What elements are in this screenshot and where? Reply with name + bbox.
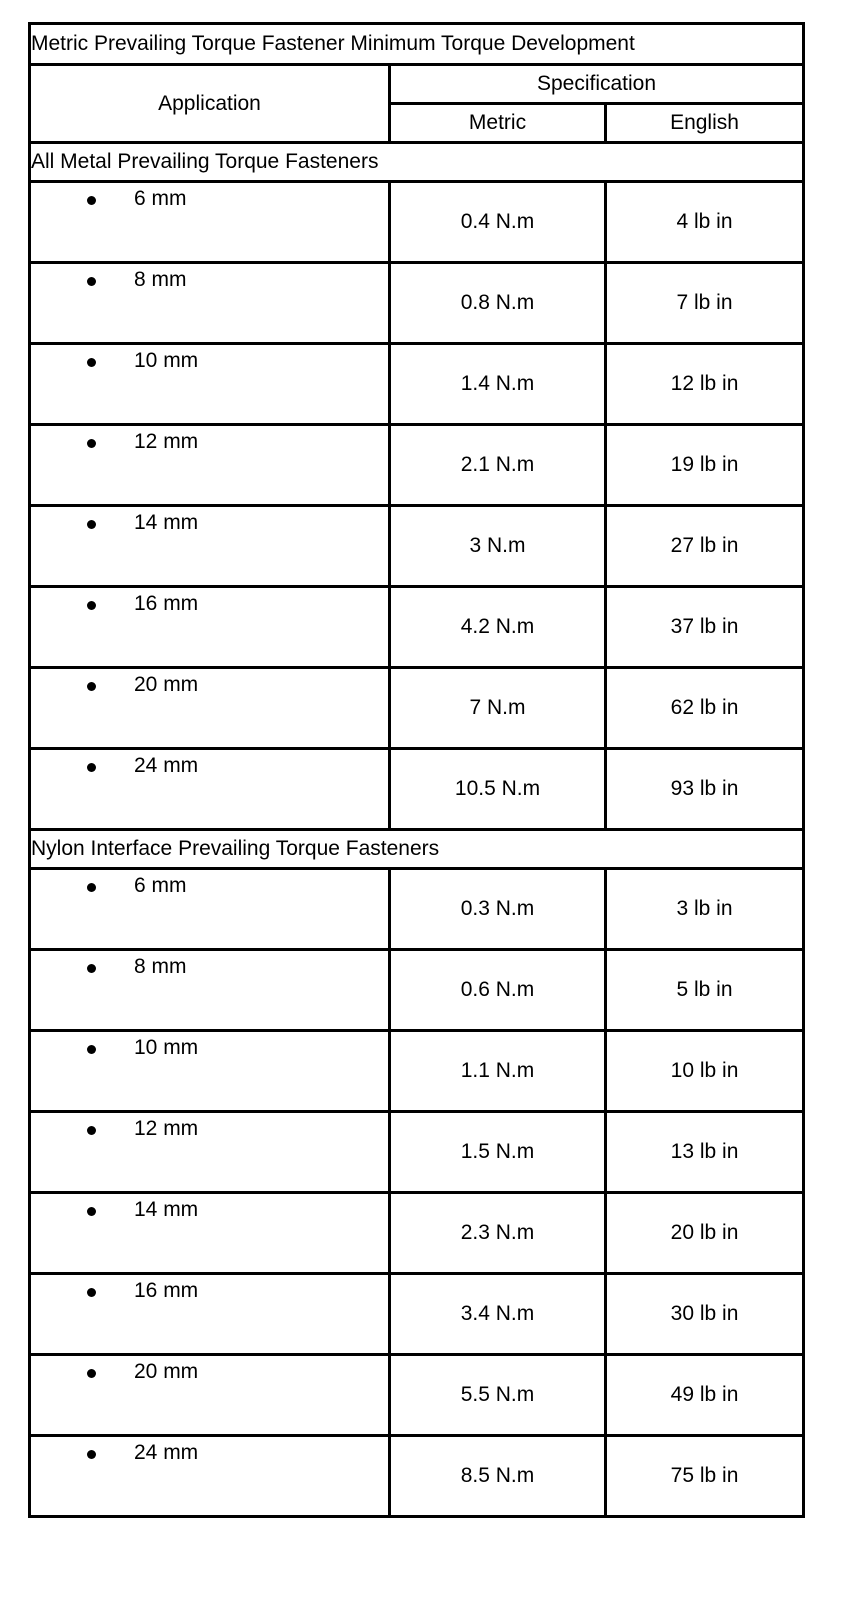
size-text: 14 mm [134, 1198, 199, 1221]
size-text: 12 mm [134, 430, 199, 453]
metric-value: 0.4 N.m [390, 182, 606, 263]
english-value: 30 lb in [606, 1274, 804, 1355]
english-value: 12 lb in [606, 344, 804, 425]
metric-header: Metric [390, 104, 606, 143]
size-text: 8 mm [134, 268, 187, 291]
english-value: 19 lb in [606, 425, 804, 506]
bullet-icon [87, 601, 96, 610]
size-cell [30, 749, 390, 830]
english-value: 37 lb in [606, 587, 804, 668]
metric-value: 3 N.m [390, 506, 606, 587]
size-text: 20 mm [134, 673, 199, 696]
metric-value: 1.4 N.m [390, 344, 606, 425]
english-value: 49 lb in [606, 1355, 804, 1436]
metric-value: 5.5 N.m [390, 1355, 606, 1436]
section-header-row [30, 143, 804, 182]
table-row [30, 1274, 804, 1355]
metric-value: 0.6 N.m [390, 950, 606, 1031]
size-cell [30, 1112, 390, 1193]
metric-value: 2.1 N.m [390, 425, 606, 506]
table-row [30, 869, 804, 950]
section-nylon-interface [30, 830, 804, 1517]
size-cell [30, 182, 390, 263]
metric-value: 8.5 N.m [390, 1436, 606, 1517]
table-row [30, 182, 804, 263]
size-text: 10 mm [134, 349, 199, 372]
torque-spec-table [28, 22, 805, 1518]
size-text: 16 mm [134, 1279, 199, 1302]
size-text: 24 mm [134, 1441, 199, 1464]
size-text: 20 mm [134, 1360, 199, 1383]
bullet-icon [87, 196, 96, 205]
section-label: Nylon Interface Prevailing Torque Fasteners [30, 830, 804, 869]
size-text: 6 mm [134, 187, 187, 210]
metric-value: 0.8 N.m [390, 263, 606, 344]
bullet-icon [87, 358, 96, 367]
size-cell [30, 1031, 390, 1112]
title-row [30, 24, 804, 65]
bullet-icon [87, 1207, 96, 1216]
metric-value: 10.5 N.m [390, 749, 606, 830]
table-row [30, 344, 804, 425]
bullet-icon [87, 883, 96, 892]
size-text: 12 mm [134, 1117, 199, 1140]
bullet-icon [87, 1369, 96, 1378]
size-cell [30, 1436, 390, 1517]
table-row [30, 1112, 804, 1193]
table-row [30, 263, 804, 344]
section-all-metal [30, 143, 804, 830]
size-cell [30, 263, 390, 344]
section-header-row [30, 830, 804, 869]
size-cell [30, 950, 390, 1031]
metric-value: 3.4 N.m [390, 1274, 606, 1355]
size-text: 10 mm [134, 1036, 199, 1059]
english-value: 7 lb in [606, 263, 804, 344]
bullet-icon [87, 682, 96, 691]
application-header: Application [30, 65, 390, 143]
metric-value: 1.5 N.m [390, 1112, 606, 1193]
bullet-icon [87, 1288, 96, 1297]
metric-value: 2.3 N.m [390, 1193, 606, 1274]
size-text: 24 mm [134, 754, 199, 777]
english-value: 3 lb in [606, 869, 804, 950]
size-text: 16 mm [134, 592, 199, 615]
english-value: 75 lb in [606, 1436, 804, 1517]
metric-value: 0.3 N.m [390, 869, 606, 950]
english-value: 5 lb in [606, 950, 804, 1031]
table-row [30, 749, 804, 830]
header-row [30, 65, 804, 104]
size-cell [30, 506, 390, 587]
size-cell [30, 344, 390, 425]
table-row [30, 1355, 804, 1436]
english-value: 4 lb in [606, 182, 804, 263]
english-header: English [606, 104, 804, 143]
bullet-icon [87, 520, 96, 529]
table-row [30, 425, 804, 506]
size-cell [30, 425, 390, 506]
bullet-icon [87, 277, 96, 286]
metric-value: 4.2 N.m [390, 587, 606, 668]
size-cell [30, 869, 390, 950]
size-text: 14 mm [134, 511, 199, 534]
english-value: 93 lb in [606, 749, 804, 830]
size-cell [30, 1193, 390, 1274]
size-cell [30, 1274, 390, 1355]
table-title: Metric Prevailing Torque Fastener Minimum Torque Development [30, 24, 804, 65]
table-row [30, 1031, 804, 1112]
english-value: 13 lb in [606, 1112, 804, 1193]
bullet-icon [87, 964, 96, 973]
metric-value: 1.1 N.m [390, 1031, 606, 1112]
bullet-icon [87, 1126, 96, 1135]
bullet-icon [87, 1450, 96, 1459]
specification-header: Specification [390, 65, 804, 104]
table-row [30, 950, 804, 1031]
table-row [30, 668, 804, 749]
table-row [30, 506, 804, 587]
english-value: 62 lb in [606, 668, 804, 749]
size-text: 8 mm [134, 955, 187, 978]
bullet-icon [87, 763, 96, 772]
size-text: 6 mm [134, 874, 187, 897]
section-label: All Metal Prevailing Torque Fasteners [30, 143, 804, 182]
table-row [30, 1193, 804, 1274]
size-cell [30, 668, 390, 749]
table-row [30, 587, 804, 668]
bullet-icon [87, 1045, 96, 1054]
english-value: 10 lb in [606, 1031, 804, 1112]
metric-value: 7 N.m [390, 668, 606, 749]
size-cell [30, 1355, 390, 1436]
english-value: 27 lb in [606, 506, 804, 587]
bullet-icon [87, 439, 96, 448]
english-value: 20 lb in [606, 1193, 804, 1274]
size-cell [30, 587, 390, 668]
table-row [30, 1436, 804, 1517]
